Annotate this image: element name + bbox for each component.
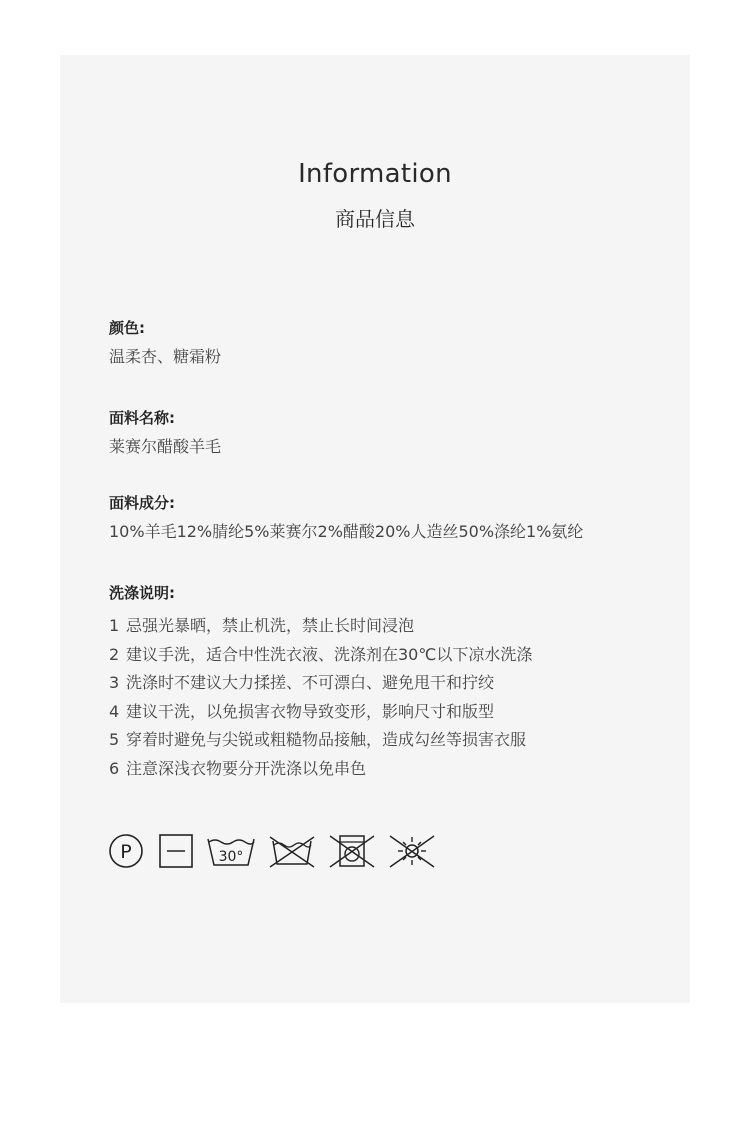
list-item: [109, 759, 669, 779]
color-label: 颜色:: [109, 319, 145, 337]
list-item-number: 1: [109, 616, 120, 635]
do-not-sun-dry-icon: [388, 833, 436, 869]
fabric-composition-value: 10%羊毛12%腈纶5%莱赛尔2%醋酸20%人造丝50%涤纶1%氨纶: [109, 522, 584, 541]
list-item-text: 忌强光暴晒，禁止机洗，禁止长时间浸泡: [126, 616, 415, 635]
fabric-name-section: [109, 408, 669, 457]
list-item-text: 建议干洗，以免损害衣物导致变形，影响尺寸和版型: [126, 701, 495, 721]
list-item: [109, 730, 669, 750]
title-chinese: 商品信息: [335, 207, 415, 231]
color-section: [109, 318, 669, 367]
color-value: 温柔杏、糖霜粉: [109, 347, 222, 366]
list-item-text: 建议手洗，适合中性洗衣液、洗涤剂在30℃以下凉水洗涤: [126, 644, 533, 664]
list-item-number: 5: [109, 730, 120, 749]
list-item: [109, 673, 669, 693]
wash-instructions-section: [109, 583, 669, 787]
product-info-card: [60, 55, 690, 1003]
list-item-text: 洗涤时不建议大力揉搓、不可漂白、避免甩干和拧绞: [126, 673, 495, 692]
list-item-text: 穿着时避免与尖锐或粗糙物品接触，造成勾丝等损害衣服: [126, 730, 527, 749]
dry-flat-icon: [158, 833, 194, 869]
fabric-composition-section: [109, 493, 669, 542]
do-not-wash-icon: [268, 833, 316, 869]
dry-clean-letter: P: [120, 841, 132, 863]
dry-clean-p-icon: [108, 833, 144, 869]
title-english: Information: [298, 159, 452, 189]
wash-temperature: 30°: [218, 849, 244, 865]
wash-instructions-list: [109, 616, 669, 779]
list-item-number: 4: [109, 701, 120, 721]
list-item-text: 注意深浅衣物要分开洗涤以免串色: [126, 758, 367, 778]
do-not-tumble-dry-icon: [328, 833, 376, 869]
fabric-name-value: 莱赛尔醋酸羊毛: [109, 437, 222, 456]
list-item-number: 2: [109, 644, 120, 664]
list-item: [109, 702, 669, 722]
wash-instructions-label: 洗涤说明:: [109, 584, 175, 602]
list-item: [109, 616, 669, 636]
list-item-number: 3: [109, 673, 120, 692]
hand-wash-30-icon: [206, 833, 256, 869]
list-item-number: 6: [109, 758, 120, 778]
fabric-name-label: 面料名称:: [109, 409, 175, 427]
fabric-composition-label: 面料成分:: [109, 494, 175, 512]
list-item: [109, 645, 669, 665]
